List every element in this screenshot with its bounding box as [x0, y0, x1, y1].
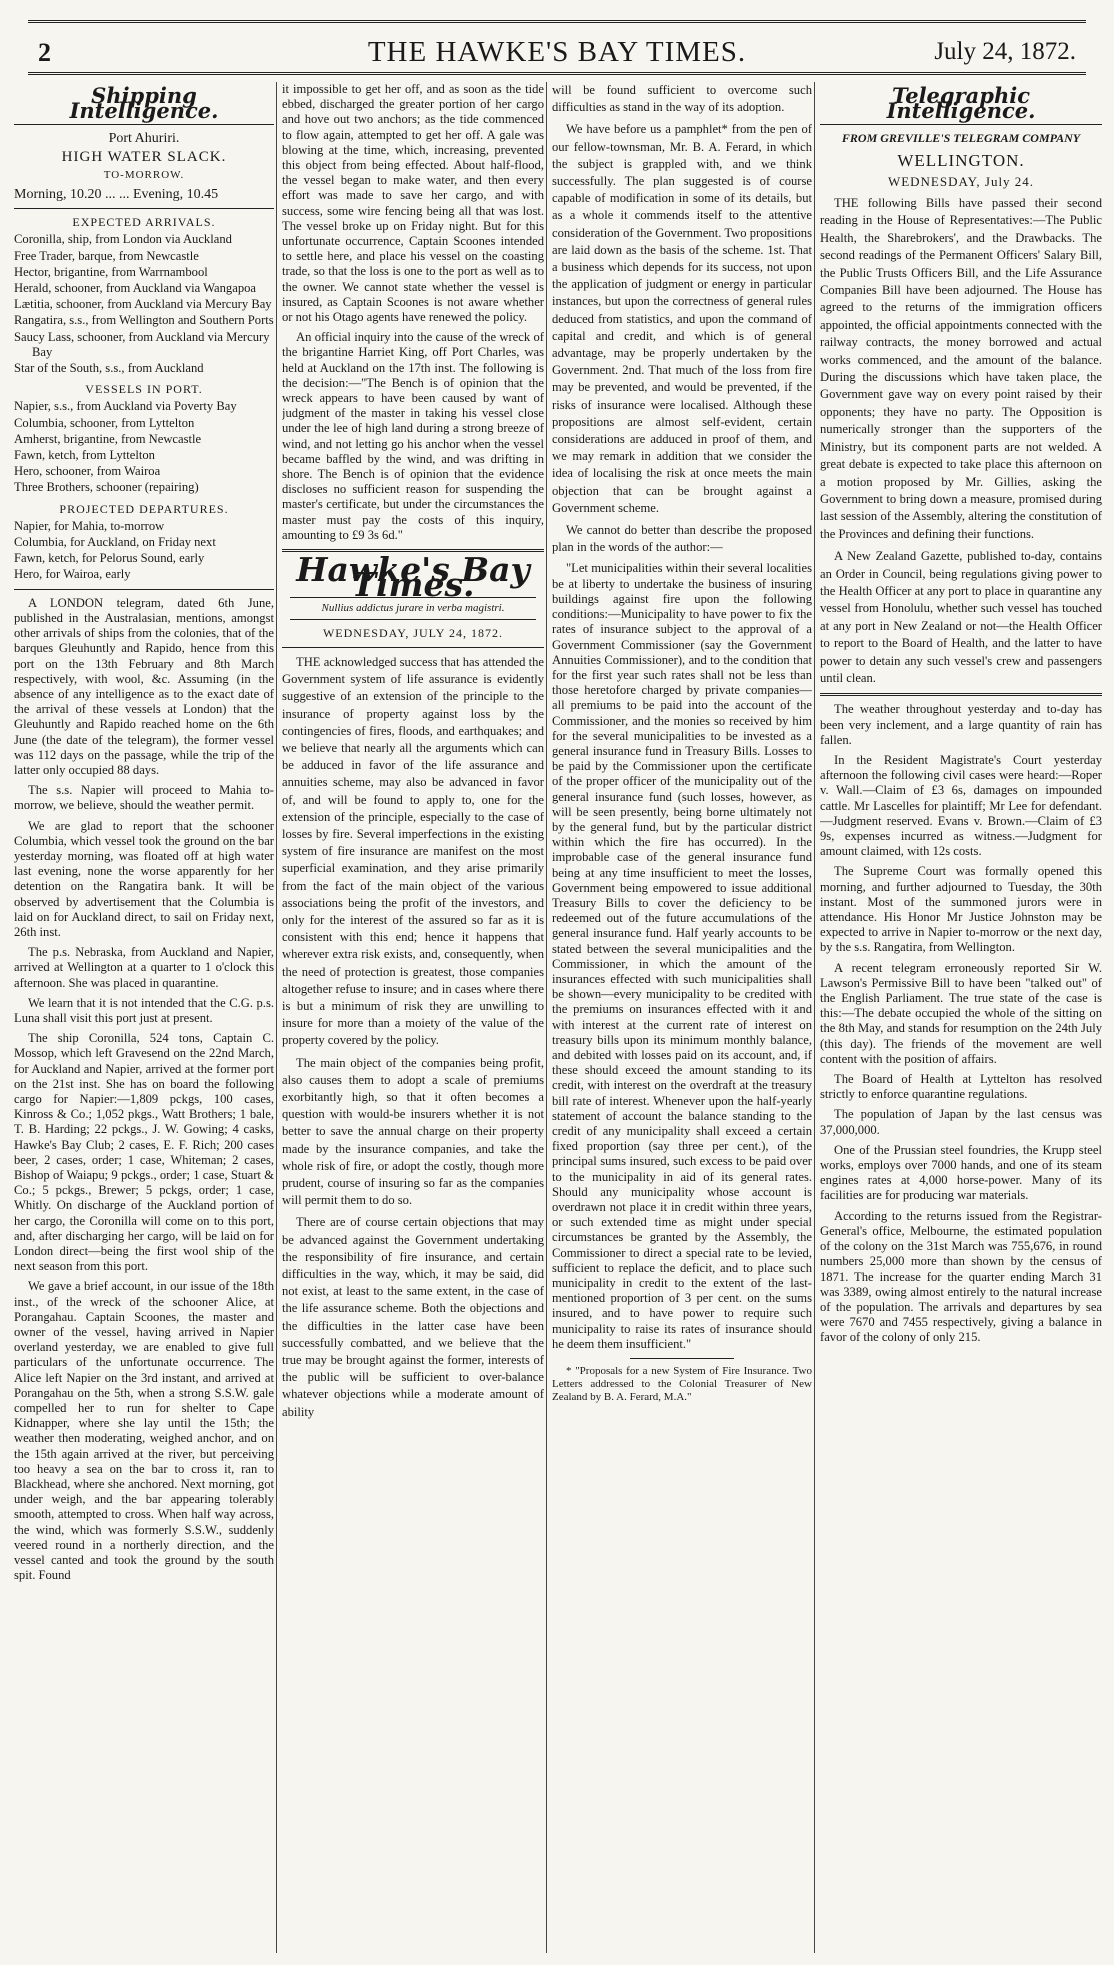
- list-item: Saucy Lass, schooner, from Auckland via Mercury Bay: [14, 329, 270, 359]
- section-heading-telegraphic: Telegraphic Intelligence.: [886, 83, 1036, 124]
- list-item: Coronilla, ship, from London via Auckland: [14, 232, 232, 247]
- paragraph: The Supreme Court was formally opened this morning, and further adjourned to Tuesday, the 30th instant. Most of the summoned jurors were in attendance. His Honor Mr Justice Johnston may be expected to arrive in Napier to-morrow or the next day, by the s.s. Rangatira, from Wellington.: [820, 864, 1102, 955]
- paragraph: A recent telegram erroneously reported Sir W. Lawson's Permissive Bill to have been "talked out" of the English Parliament. The true state of the case is this:—The debate occupied the whole of the sitting on the 8th May, and stands for resumption on the 24th July (this day). The friends of the movement are well content with the position of affairs.: [820, 960, 1102, 1066]
- paragraph: We gave a brief account, in our issue of the 18th inst., of the wreck of the schooner Alice, at Porangahau. Captain Scoones, the master and owner of the vessel, having arrived in Napier overland yesterday, we are enabled to give full particulars of the unfortunate occurrence. The Alice left Napier on the 3rd instant, and arrived at Porangahau on the 5th, when a strong S.S.W. gale compelled her to run for shelter to Cape Kidnapper, where she lay until the 15th; the weather then moderating, weighed anchor, and on the 15th again arrived at the river, but perceiving too heavy a sea on the bar to cross it, ran to Blackhead, where she anchored. Next morning, got under weigh, and the bar appearing tolerably smooth, attempted to cross. When half way across, the wind, which was formerly S.S.W., suddenly veered round in a northerly direction, and the vessel canted and took the ground by the south spit. Found: [14, 1279, 274, 1583]
- divider: [820, 693, 1102, 696]
- list-item: Hector, brigantine, from Warrnambool: [14, 264, 208, 279]
- editorial-title: Hawke's Bay Times.: [296, 550, 530, 605]
- paragraph: There are of course certain objections that may be advanced against the Government undertaking the responsibility of fire insurance, and certain difficulties in the way, which, it may be said, did not exist, at least to the same extent, in the case of the life assurance scheme. Both the objections and the difficulties in the latter case have been successfully combatted, and we believe that the true may be brought against the former, interests of the public will be sufficient to over-balance whatever objections while a moderate amount of ability: [282, 1215, 544, 1419]
- page-number: 2: [38, 38, 51, 67]
- divider: [282, 647, 544, 648]
- dateline-date: WEDNESDAY, July 24.: [887, 173, 1035, 189]
- column-editorial-continued: [552, 82, 812, 1953]
- paragraph: The weather throughout yesterday and to-day has been very inclement, and a large quantity of rain has fallen.: [820, 702, 1102, 747]
- paragraph: will be found sufficient to overcome such difficulties as stand in the way of its adoption.: [552, 83, 812, 115]
- telegram-source: FROM GREVILLE'S TELEGRAM COMPANY: [841, 131, 1081, 146]
- column-divider: [276, 82, 277, 1953]
- paragraph: One of the Prussian steel foundries, the Krupp steel works, employs over 7000 hands, and one of its steam engines rates at 4,000 horse-power. Many of its facilities are for producing war materials.: [820, 1142, 1102, 1203]
- divider: [14, 124, 274, 125]
- section-heading-shipping: Shipping Intelligence.: [69, 83, 219, 124]
- issue-date: July 24, 1872.: [934, 38, 1076, 65]
- tomorrow-label: TO-MORROW.: [103, 168, 185, 181]
- list-item: Star of the South, s.s., from Auckland: [14, 361, 204, 376]
- tide-times: Morning, 10.20 ... ... Evening, 10.45: [14, 187, 219, 203]
- paragraph: An official inquiry into the cause of the wreck of the brigantine Harriet King, off Port Charles, was held at Auckland on the 17th inst. The following is the decision:—"The Bench is of opinion that the wreck appears to have been caused by want of judgment of the master in taking his vessel close under the lee of high land during a strong breeze of wind, and not letting go his anchor when the vessel became baffled by the wind, and was drifting in shore. The Bench is of opinion that the evidence discloses no sufficient reason for suspending the master's certificate, but under the circumstances the master must pay the costs of this inquiry, amounting to £9 3s 6d.": [282, 330, 544, 542]
- high-water-title: HIGH WATER SLACK.: [61, 148, 227, 165]
- divider: [14, 589, 274, 590]
- list-item: Lætitia, schooner, from Auckland via Mercury Bay: [14, 297, 272, 312]
- list-item: Free Trader, barque, from Newcastle: [14, 248, 199, 263]
- editorial-motto: Nullius addictus jurare in verba magistri.: [290, 597, 536, 620]
- list-item: Fawn, ketch, from Lyttelton: [14, 448, 155, 463]
- list-item: Napier, for Mahia, to-morrow: [14, 518, 165, 533]
- newspaper-title: THE HAWKE'S BAY TIMES.: [367, 36, 747, 68]
- paragraph: A New Zealand Gazette, published to-day, contains an Order in Council, being regulations giving power to the Health Officer at any port to place in quarantine any vessel from Honolulu, whether such vessel has touched at any port in New Zealand or not—the Health Officer to report to the Board of Health, and the latter to have power to detain any such vessel's crew and passengers until clean.: [820, 549, 1102, 685]
- paragraph: The ship Coronilla, 524 tons, Captain C. Mossop, which left Gravesend on the 22nd March, for Auckland and Napier, arrived at the former port on the 21st inst. She has on board the following cargo for Napier:—1,809 pckgs, 100 cases, Kinross & Co.; 1,052 pkgs., Watt Brothers; 1 bale, T. B. Harding; 22 pckgs., J. W. Gowing; 4 casks, Hawke's Bay Club; 2 cases, E. F. Rich; 200 cases beer, 2 cases, order; 1 case, Whiteman; 2 cases, Bishop of Waiapu; 9 pckgs., order; 1 case, Stuart & Co.; 5 pckgs., Brewer; 5 pckgs, order; 1 case, Whitly. On discharge of the Auckland portion of her cargo, the Coronilla will come on to this port, and, after discharging her cargo, will be laid on for London direct—being the first wool ship of the next season from this port.: [14, 1031, 274, 1274]
- divider: [14, 208, 274, 209]
- paragraph: According to the returns issued from the Registrar-General's office, Melbourne, the estimated population of the colony on the 31st March was 755,676, in round numbers 25,000 more than shown by the census of 1871. The increase for the quarter ending March 31 was 3389, owing almost entirely to the natural increase of the population. The arrivals and departures by sea were 7670 and 7455 respectively, giving a balance in favor of the colony of only 215.: [820, 1208, 1102, 1345]
- paragraph: THE acknowledged success that has attended the Government system of life assurance is evidently suggestive of an extension of the principle to the insurance of property against loss by the contingencies of fires, floods, and earthquakes; and we believe that nearly all the arguments which can be adduced in favor of the life assurance and annuities scheme, may also be advanced in favor of, and will be found to apply to, one for the extension of the principle, especially to the case of losses by fire. Several imperfections in the existing system of fire insurance are manifest on the most superficial examination, and they arise primarily from the fact of the main object of the various associations being the profit of the investors, and only for the interest of the assured so far as it is consistent with this end; hence it happens that wherever extra risk exists, and, consequently, when the need of protection is greatest, those companies altogether refuse to insure; and in cases where there is but a minimum of risk they are unwilling to insure for more than a moiety of the value of the property covered by the policy.: [282, 654, 544, 1048]
- list-item: Hero, schooner, from Wairoa: [14, 464, 161, 479]
- divider: [820, 124, 1102, 125]
- dateline-city: WELLINGTON.: [897, 150, 1025, 170]
- paragraph: The population of Japan by the last census was 37,000,000.: [820, 1107, 1102, 1137]
- paragraph: We cannot do better than describe the proposed plan in the words of the author:—: [552, 523, 812, 555]
- paragraph: In the Resident Magistrate's Court yesterday afternoon the following civil cases were heard:—Roper v. Wall.—Claim of £3 6s, damages on impounded cattle. Mr Lascelles for plaintiff; Mr Lee for defendant.—Judgment reserved. Evans v. Brown.—Claim of £3 9s, expenses incurred as witness.—Judgment for amount claimed, with 12s costs.: [820, 753, 1102, 859]
- port-name: Port Ahuriri.: [108, 131, 180, 147]
- list-item: Three Brothers, schooner (repairing): [14, 480, 199, 495]
- editorial-date: WEDNESDAY, JULY 24, 1872.: [322, 625, 504, 640]
- vessels-in-port-title: VESSELS IN PORT.: [85, 382, 203, 397]
- list-item: Napier, s.s., from Auckland via Poverty Bay: [14, 399, 237, 414]
- column-telegraphic: [820, 82, 1102, 1953]
- column-divider: [546, 82, 547, 1953]
- column-editorial: [282, 82, 544, 1953]
- paragraph: The Board of Health at Lyttelton has resolved strictly to enforce quarantine regulations.: [820, 1072, 1102, 1102]
- list-item: Columbia, for Auckland, on Friday next: [14, 535, 216, 550]
- list-item: Rangatira, s.s., from Wellington and Southern Ports: [14, 313, 274, 328]
- column-shipping: [14, 82, 274, 1953]
- list-item: Hero, for Wairoa, early: [14, 567, 131, 582]
- footnote: * "Proposals for a new System of Fire Insurance. Two Letters addressed to the Colonial Treasurer of New Zealand by B. A. Ferard, M.A.": [552, 1365, 812, 1404]
- list-item: Fawn, ketch, for Pelorus Sound, early: [14, 551, 205, 566]
- footnote-rule: [630, 1358, 734, 1359]
- list-item: Amherst, brigantine, from Newcastle: [14, 431, 202, 446]
- paragraph: it impossible to get her off, and as soon as the tide ebbed, discharged the greater portion of her cargo and hove out two anchors; as the tide commenced to flow again, attempted to get her off. A gale was blowing at the time, which, increasing, prevented this object from being effected. About half-flood, the vessel began to make water, and then every effort was made to save her cargo, and with success, some wire fencing being all that was lost. The vessel broke up on Friday night. But for this unfortunate occurrence, Captain Scoones intended to settle here, and place his vessel on the coasting trade, so that the loss is one to the port as well as to the owner. We cannot state whether the vessel is insured, as Captain Scoones is not aware whether or not his Otago agents have renewed the policy.: [282, 82, 544, 325]
- list-item: Columbia, schooner, from Lyttelton: [14, 415, 195, 430]
- masthead-rule: [28, 72, 1086, 75]
- paragraph: The p.s. Nebraska, from Auckland and Napier, arrived at Wellington at a quarter to 1 o'clock this afternoon. She was placed in quarantine.: [14, 945, 274, 990]
- paragraph: The main object of the companies being profit, also causes them to adopt a scale of premiums exorbitantly high, so that it often becomes a question with would-be insurers whether it is not better to save the annual charge on their property made by the insurance companies, and take the whole risk of fire, or adopt the costly, though more prudent, course of insuring so far as the companies will permit them to do so.: [282, 1055, 544, 1208]
- paragraph: A LONDON telegram, dated 6th June, published in the Australasian, mentions, amongst other arrivals of ships from the colonies, that of the barques Gleuhuntly and Rapido, hence from this port on the 13th February and 8th March respectively, with wool, &c. Assuming (in the absence of any intelligence as to the exact date of the arrival of these vessels at London) that the Gleuhuntly and Rapido reached home on the 6th June (the date of the telegram), the former vessel was 112 days on the passage, while the trip of the latter only occupied 88 days.: [14, 595, 274, 777]
- projected-departures-title: PROJECTED DEPARTURES.: [59, 501, 229, 516]
- paragraph: We have before us a pamphlet* from the pen of our fellow-townsman, Mr. B. A. Ferard, in which the subject is grappled with, and we think successfully. The plan suggested is of course capable of modification in some of its details, but as a whole it commends itself to the attentive consideration of the Government. Two propositions are laid down as the basis of the scheme. 1st. That a business which depends for its success, not upon the application of judgment or energy in particular instances, but upon the correctness of general rules deduced from statistics, and upon the command of capital and credit, and which is of general advantage, may be properly undertaken by the Government. 2nd. That much of the loss from fire may be prevented, and would be prevented, if the risks of insurance were localised. Although these propositions are almost self-evident, certain considerations are adduced in proof of them, and we may remark in addition that we consider the idea of localising the risk at once meets the main objection that can be brought against a Government scheme.: [552, 122, 812, 515]
- paragraph: The s.s. Napier will proceed to Mahia to-morrow, we believe, should the weather permit.: [14, 783, 274, 813]
- quoted-paragraph: "Let municipalities within their several localities be at liberty to undertake the business of insuring buildings against fire upon the following conditions:—Municipality to have power to fix the rates of insurance subject to the approval of a Government Commissioner (say the Government Annuities Commissioner), and to the condition that for the first year such rates shall not be less than those heretofore charged by private companies—all premiums to be paid into the account of the Commissioner, and the monies so received by him for the several municipalities to be invested as a general insurance fund in Treasury Bills. Losses to be paid by the Commissioner upon the certificate of the proper officer of the municipality out of the general insurance fund (such losses, however, as will be seen presently, being borne ultimately not by the general fund, but by the particular district within which the fire has occurred). In the improbable case of the general insurance fund being at any time insufficient to meet the losses, Government being empowered to issue additional Treasury Bills to cover the deficiency to be redeemed out of the future accumulations of the general insurance fund. Half yearly accounts to be stated between the several municipalities and the Commissioner, in which the amount of the insurances effected with such municipalities shall be shown—every municipality to be credited with the premiums on insurances effected with it and with interest at the current rate of interest on treasury bills upon its minimum monthly balance, and debited with losses paid on its account, and, if these should exceed the amount standing to its credit, with interest on the overdraft at the treasury bill rate of interest. Whenever upon the half-yearly statement of account the balance standing to the credit of any municipality shall exceed a certain fixed proportion (say three per cent.), of the principal sums insured, such excess to be paid over to the municipality in aid of its general rates. Should any municipality whose account is overdrawn not place it in credit within three years, or such extended time as might under special circumstances be granted by the Assembly, the Commissioner to direct a special rate to be levied, sufficient to replace the deficit, and to place such municipality in credit to the extent of the last-mentioned proportion of 3 per cent. on the sums insured, and to have power to require such municipality to raise its rates of insurance should he deem them insufficient.": [552, 561, 812, 1351]
- masthead: [28, 30, 1086, 70]
- expected-arrivals-title: EXPECTED ARRIVALS.: [72, 215, 216, 230]
- top-rule: [28, 20, 1086, 23]
- column-divider: [814, 82, 815, 1953]
- paragraph: We are glad to report that the schooner Columbia, which vessel took the ground on the bar yesterday morning, was floated off at high water last evening, none the worse apparently for her detention on the Rangatira bank. It will be observed by advertisement that the Columbia is laid on for Auckland direct, to sail on Friday next, 26th inst.: [14, 818, 274, 939]
- paragraph: We learn that it is not intended that the C.G. p.s. Luna shall visit this port just at present.: [14, 995, 274, 1025]
- paragraph: THE following Bills have passed their second reading in the House of Representatives:—The Public Health, the Sharebrokers', and the Drawbacks. The second readings of the Permanent Officers' Salary Bill, the Public Trusts Officers Bill, and the Life Assurance Companies Bill have been adjourned. The House has agreed to the returns of the immigration officers appointed, the official appointments connected with the railway contracts, the money borrowed and actual works commenced, and the amount of the balance. During the discussions which have taken place, the Government gave way on every point raised by their opponents; they have no party. The Opposition is numerically stronger than the supporters of the Ministry, but its component parts are not welded. A great debate is expected to take place this afternoon on a motion proposed by Mr. Gillies, asking the Government to bring down a measure, promised during last session of the Assembly, altering the constitution of the Provinces and defining their functions.: [820, 196, 1102, 541]
- list-item: Herald, schooner, from Auckland via Wangapoa: [14, 281, 256, 296]
